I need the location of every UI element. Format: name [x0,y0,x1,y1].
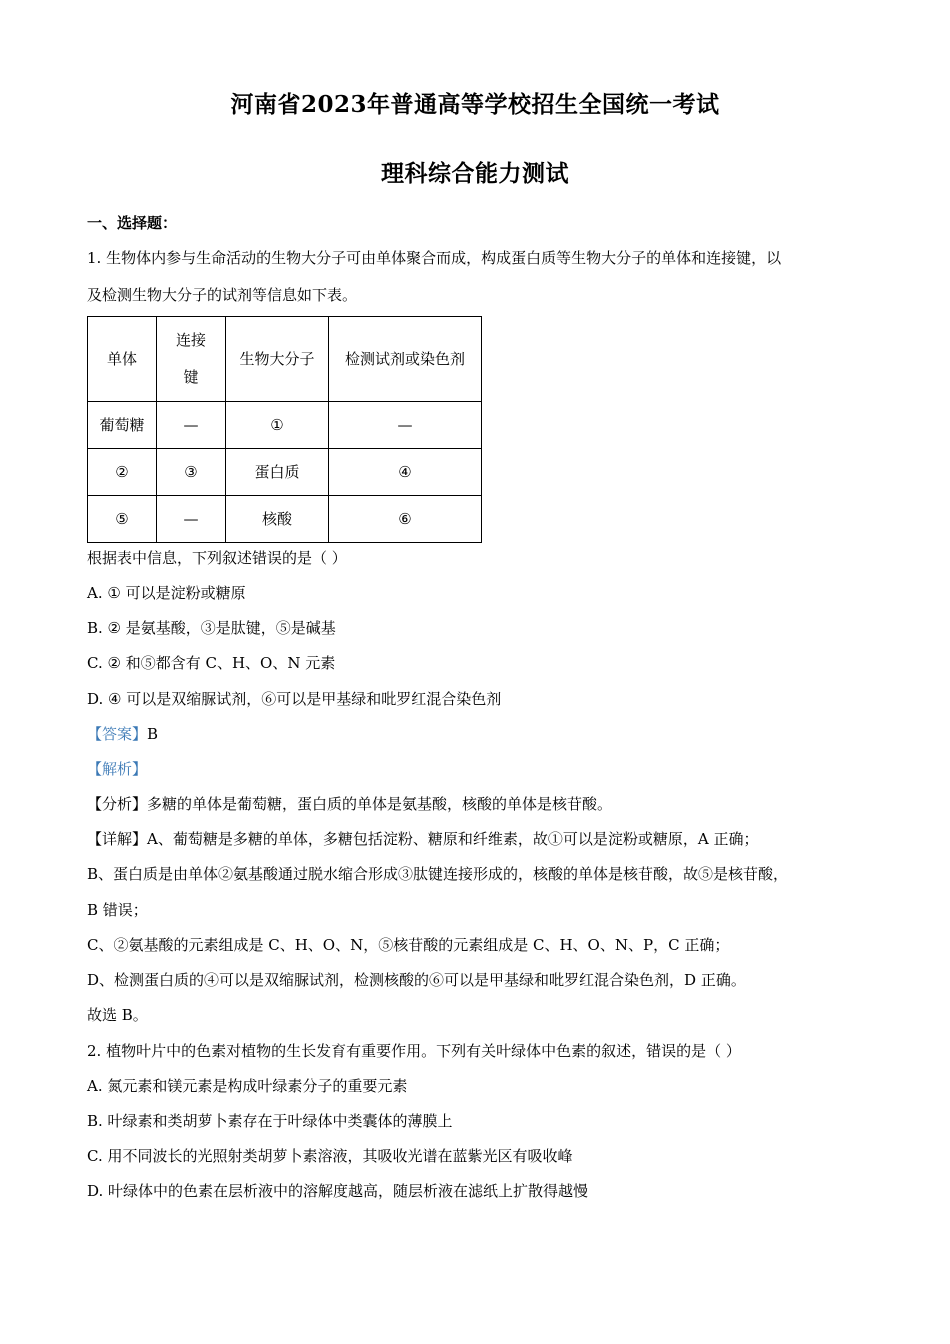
table-cell: — [329,402,482,449]
q2-option-c: C. 用不同波长的光照射类胡萝卜素溶液，其吸收光谱在蓝紫光区有吸收峰 [87,1147,573,1165]
table-cell: ⑤ [88,496,157,543]
table-cell: 核酸 [226,496,329,543]
section-heading: 一、选择题： [87,214,178,232]
analysis-tag: 【解析】 [87,760,148,778]
info-table [87,316,482,543]
conclusion: 故选 B。 [87,1006,148,1024]
q1-option-a: A. ① 可以是淀粉或糖原 [87,584,246,602]
table-cell: 葡萄糖 [88,402,157,449]
table-header-cell: 检测试剂或染色剂 [329,317,482,402]
detail-b-line1: B、蛋白质是由单体②氨基酸通过脱水缩合形成③肽键连接形成的，核酸的单体是核苷酸，故⑤是核苷酸， [87,865,789,883]
q2-stem: 2. 植物叶片中的色素对植物的生长发育有重要作用。下列有关叶绿体中色素的叙述，错误的是（ ） [87,1042,741,1060]
table-header-text: 键 [183,368,199,386]
fenxi-line [87,794,612,814]
answer-line [87,724,158,744]
table-header-cell: 单体 [88,317,157,402]
table-header-row [88,317,482,402]
table-row [88,496,482,543]
table-cell: ① [226,402,329,449]
table-cell: ④ [329,449,482,496]
detail-c: C、②氨基酸的元素组成是 C、H、O、N，⑤核苷酸的元素组成是 C、H、O、N、P，C 正确； [87,936,730,954]
table-header-cell: 生物大分子 [226,317,329,402]
detail-d: D、检测蛋白质的④可以是双缩脲试剂，检测核酸的⑥可以是甲基绿和吡罗红混合染色剂，D 正确。 [87,971,746,989]
answer-tag: 【答案】 [87,725,148,743]
q1-option-b: B. ② 是氨基酸，③是肽键，⑤是碱基 [87,619,336,637]
q2-option-d: D. 叶绿体中的色素在层析液中的溶解度越高，随层析液在滤纸上扩散得越慢 [87,1182,589,1200]
q1-prompt: 根据表中信息，下列叙述错误的是（ ） [87,549,347,567]
table-cell: ③ [157,449,226,496]
q2-option-a: A. 氮元素和镁元素是构成叶绿素分子的重要元素 [87,1077,408,1095]
q1-option-d: D. ④ 可以是双缩脲试剂，⑥可以是甲基绿和吡罗红混合染色剂 [87,690,502,708]
table-cell: ② [88,449,157,496]
fenxi-text: 多糖的单体是葡萄糖，蛋白质的单体是氨基酸，核酸的单体是核苷酸。 [147,795,613,813]
table-header-cell [157,317,226,402]
table-cell: — [157,402,226,449]
xiangjie-tag: 【详解】 [87,830,148,848]
q1-stem-line1: 1. 生物体内参与生命活动的生物大分子可由单体聚合而成，构成蛋白质等生物大分子的单体和连接键，以 [87,249,782,267]
detail-b-line2: B 错误； [87,901,148,919]
fenxi-tag: 【分析】 [87,795,148,813]
table-header-text: 连接 [175,331,206,349]
table-row [88,449,482,496]
q2-option-b: B. 叶绿素和类胡萝卜素存在于叶绿体中类囊体的薄膜上 [87,1112,453,1130]
exam-title: 河南省2023年普通高等学校招生全国统一考试 [230,91,720,118]
exam-subtitle: 理科综合能力测试 [381,160,569,187]
table-row [88,402,482,449]
answer-value: B [147,725,159,743]
q1-stem-line2: 及检测生物大分子的试剂等信息如下表。 [87,286,358,304]
table-cell: — [157,496,226,543]
xiangjie-line [87,829,758,849]
table-cell: 蛋白质 [226,449,329,496]
xiangjie-text: A、葡萄糖是多糖的单体，多糖包括淀粉、糖原和纤维素，故①可以是淀粉或糖原，A 正确； [147,830,759,848]
table-cell: ⑥ [329,496,482,543]
q1-option-c: C. ② 和⑤都含有 C、H、O、N 元素 [87,654,336,672]
